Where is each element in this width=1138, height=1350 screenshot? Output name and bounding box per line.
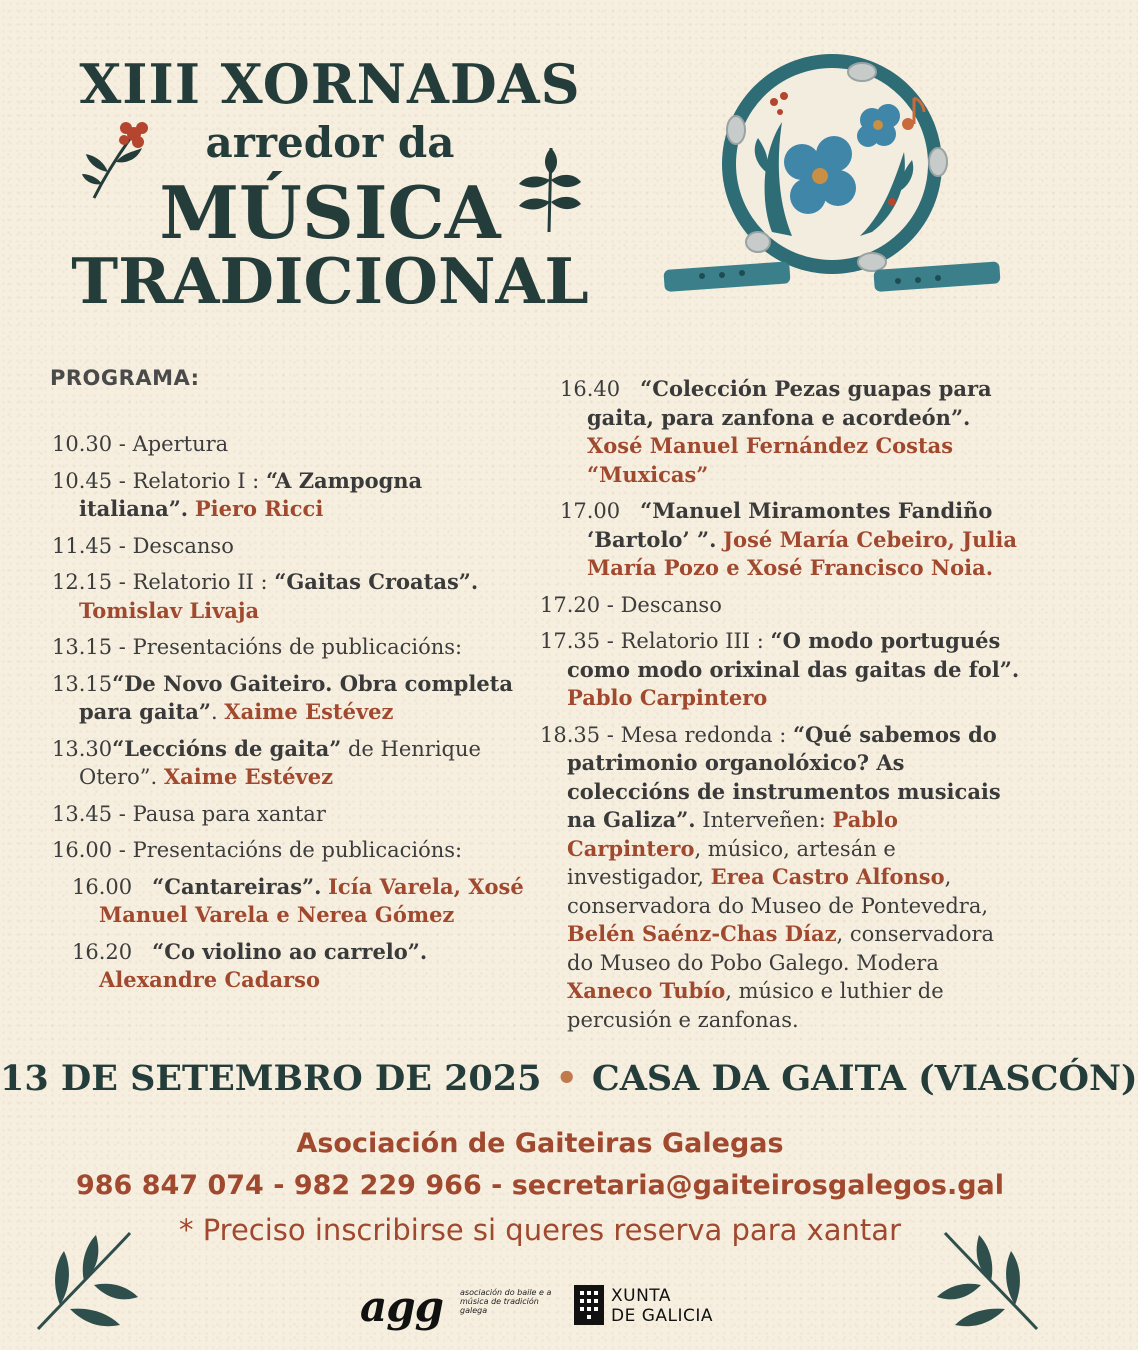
xunta-line-2: DE GALICIA xyxy=(611,1306,714,1326)
entry-title: “Manuel Miramontes Fandiño ‘Bartolo’ ”. xyxy=(587,498,1000,552)
entry-title: “Cantareiras”. xyxy=(152,873,322,899)
entry-time: 17.00 xyxy=(560,499,621,523)
entry-title: “De Novo Gaiteiro. Obra completa para gaita” xyxy=(79,670,521,724)
entry-intro: Interveñen: xyxy=(695,808,833,832)
entry-after xyxy=(478,570,485,594)
title-line-4: TRADICIONAL xyxy=(71,244,589,318)
entry-time: 13.45 xyxy=(52,801,113,826)
entry-text: Descanso xyxy=(132,533,234,558)
separator-dot: • xyxy=(555,1058,578,1099)
program-entry xyxy=(52,735,537,792)
entry-separator: - xyxy=(600,629,621,653)
entry-after xyxy=(1019,658,1026,682)
entry-time: 12.15 xyxy=(52,570,113,594)
entry-time: 16.00 xyxy=(72,874,133,899)
speaker-name: Erea Castro Alfonso xyxy=(710,864,945,889)
leaf-branch-right-icon xyxy=(935,1225,1045,1335)
entry-separator: - xyxy=(112,801,133,826)
entry-time: 10.30 xyxy=(52,432,113,456)
entry-text: Relatorio III : xyxy=(620,629,771,653)
entry-time: 10.45 xyxy=(52,468,113,493)
entry-title: “Qué sabemos do patrimonio organolóxico? As coleccións de instrumentos musicais na Galiza”. xyxy=(567,721,1001,832)
event-date: 13 DE SETEMBRO DE 2025 xyxy=(0,1058,542,1099)
speaker-name: Tomislav Livaja xyxy=(79,597,260,623)
entry-title: “Colección Pezas guapas para gaita, para zanfona e acordeón”. xyxy=(587,376,999,430)
entry-separator: - xyxy=(112,468,133,493)
program-entry xyxy=(540,627,1020,713)
organizer-name: Asociación de Gaiteiras Galegas xyxy=(296,1128,784,1159)
speaker-name: Belén Saénz-Chas Díaz xyxy=(567,921,837,946)
program-entry xyxy=(52,836,537,865)
entry-separator: - xyxy=(112,838,133,862)
title-line-1: XIII XORNADAS xyxy=(79,52,581,116)
program-entry xyxy=(52,633,537,662)
entry-separator xyxy=(132,875,152,899)
speaker-name: José María Cebeiro, Julia María Pozo e Xosé Francisco Noia. xyxy=(587,526,1025,580)
speaker-name: Xosé Manuel Fernández Costas “Muxicas” xyxy=(587,433,961,487)
entry-time: 16.00 xyxy=(52,838,113,862)
speaker-name: Piero Ricci xyxy=(194,496,324,521)
entry-time: 16.20 xyxy=(72,939,133,964)
program-entry xyxy=(72,873,537,930)
entry-title: “A Zampogna italiana”. xyxy=(79,467,430,521)
program-entry xyxy=(540,591,1020,620)
xunta-logo-text xyxy=(611,1286,713,1326)
entry-separator: - xyxy=(600,592,621,617)
entry-time: 17.20 xyxy=(540,592,601,617)
entry-text: Pausa para xantar xyxy=(132,801,326,826)
flower-sprig-icon xyxy=(78,118,158,204)
mesa-redonda-entry xyxy=(540,721,1020,1035)
speaker-name: Alexandre Cadarso xyxy=(99,967,320,992)
programa-heading: PROGRAMA: xyxy=(50,366,200,390)
entry-text: Relatorio I : xyxy=(132,468,266,493)
reservation-note: * Preciso inscribirse si queres reserva para xantar xyxy=(178,1213,901,1247)
agg-logo: agg xyxy=(360,1282,443,1331)
program-entry xyxy=(52,568,537,625)
program-entry xyxy=(560,497,1025,583)
speaker-name: Pablo Carpintero xyxy=(567,807,899,861)
entry-separator: - xyxy=(112,570,133,594)
entry-text: Descanso xyxy=(620,592,722,617)
program-right-column xyxy=(540,375,1025,1042)
entry-text: - Mesa redonda : xyxy=(600,722,793,747)
agg-logo-caption: asociación do baile e a música de tradición galega xyxy=(460,1288,552,1315)
entry-time: 11.45 xyxy=(52,533,113,558)
program-entry xyxy=(52,670,537,727)
entry-separator xyxy=(132,940,152,964)
entry-text: Apertura xyxy=(132,432,229,456)
entry-text: Presentacións de publicacións: xyxy=(132,838,463,862)
entry-text: Presentacións de publicacións: xyxy=(132,635,463,659)
entry-time: 17.35 xyxy=(540,629,601,653)
leaf-branch-left-icon xyxy=(30,1225,140,1335)
entry-separator: - xyxy=(112,533,133,558)
contact-line: 986 847 074 - 982 229 966 - secretaria@gaiteirosgalegos.gal xyxy=(75,1170,1005,1201)
entry-separator: - xyxy=(112,635,133,659)
entry-after xyxy=(427,940,434,964)
speaker-name: Pablo Carpintero xyxy=(567,685,768,710)
speaker-name: Icía Varela, Xosé Manuel Varela e Nerea Gómez xyxy=(99,873,532,927)
leaf-sprig-icon xyxy=(515,140,585,235)
program-entry xyxy=(52,800,537,829)
entry-after: de Henrique Otero”. xyxy=(79,736,488,789)
speaker-name: Xaime Estévez xyxy=(224,699,394,724)
title-line-3: MÚSICA xyxy=(159,170,501,255)
date-venue-line xyxy=(0,1058,1138,1099)
event-venue: CASA DA GAITA (VIASCÓN) xyxy=(591,1058,1138,1099)
entry-title: “Gaitas Croatas”. xyxy=(274,569,479,594)
xunta-shield-icon xyxy=(574,1285,604,1325)
entry-title: “O modo portugués como modo orixinal das gaitas de fol”. xyxy=(567,628,1020,682)
entry-title: “Co violino ao carrelo”. xyxy=(152,938,428,964)
speaker-desc: , conservadora do Museo de Pontevedra, xyxy=(567,865,989,918)
title-line-2: arredor da xyxy=(205,118,455,167)
entry-after xyxy=(188,497,195,521)
program-entry xyxy=(52,467,537,524)
entry-time: 13.30 xyxy=(52,736,113,761)
speaker-desc: , músico e luthier de percusión e zanfonas. xyxy=(567,979,944,1032)
entry-after xyxy=(970,406,977,430)
speaker-name: Xaime Estévez xyxy=(163,764,334,789)
program-left-column xyxy=(52,430,537,1003)
entry-time: 16.40 xyxy=(560,377,621,401)
entry-time: 13.15 xyxy=(52,635,113,659)
entry-after: . xyxy=(210,700,225,724)
speaker-desc: , músico, artesán e investigador, xyxy=(567,836,896,889)
speaker-name: Xaneco Tubío xyxy=(567,978,726,1003)
speaker-desc: , conservadora do Museo do Pobo Galego. Modera xyxy=(567,922,995,975)
program-right-list xyxy=(540,375,1025,713)
program-entry xyxy=(52,532,537,561)
program-entry xyxy=(52,430,537,459)
program-entry xyxy=(560,375,1020,489)
entry-separator xyxy=(620,377,640,401)
entry-title: “Leccións de gaita” xyxy=(112,735,342,761)
program-entry xyxy=(72,938,537,995)
entry-time: 18.35 xyxy=(540,722,601,747)
tambourine-illustration xyxy=(662,52,952,314)
entry-separator xyxy=(620,499,640,523)
xunta-line-1: XUNTA xyxy=(611,1286,671,1306)
entry-separator: - xyxy=(112,432,133,456)
entry-time: 13.15 xyxy=(52,671,113,696)
entry-text: Relatorio II : xyxy=(132,570,275,594)
